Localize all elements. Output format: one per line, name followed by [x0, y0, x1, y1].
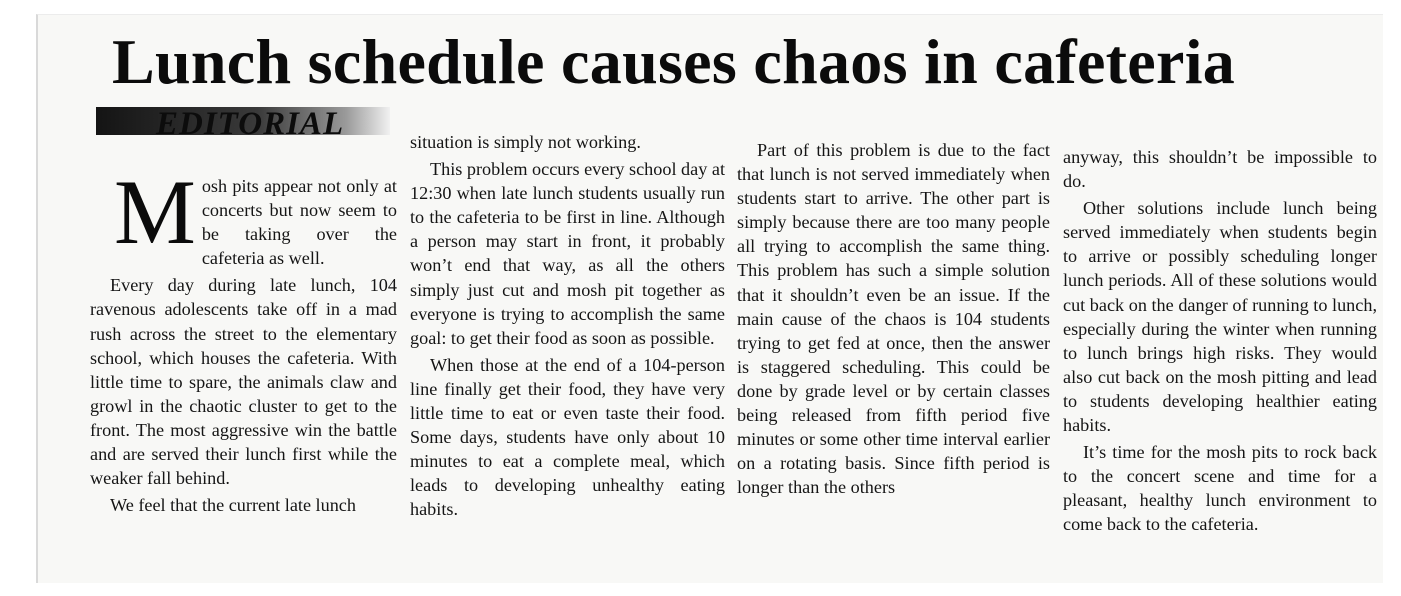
article-column-3 — [737, 138, 1050, 499]
section-kicker: EDITORIAL — [156, 106, 345, 142]
article-column-2 — [410, 130, 725, 522]
paragraph: Part of this problem is due to the fact that lunch is not served immediately when students start to arrive. The other part is simply because there are too many people all trying to accomplish the same thing. This problem has such a simple solution that it shouldn’t even be an issue. If the main cause of the chaos is 104 students trying to get fed at once, then the answer is staggered scheduling. This could be done by grade level or by certain classes being released from fifth period five minutes or some other time interval earlier on a rotating basis. Since fifth period is longer than the others — [737, 140, 1050, 498]
paragraph: situation is simply not working. — [410, 132, 641, 152]
paragraph: anyway, this shouldn’t be impossible to do. — [1063, 147, 1377, 192]
article-column-4 — [1063, 145, 1377, 537]
paragraph: We feel that the current late lunch — [110, 495, 356, 516]
paragraph: Other solutions include lunch being served immediately when students begin to arrive or possibly scheduling longer lunch periods. All of these solutions would cut back on the danger of running to lunch, especially during the winter when running to lunch brings high risks. They would also cut back on the mosh pitting and lead to students developing healthier eating habits. — [1063, 198, 1377, 436]
drop-cap: M — [114, 161, 196, 263]
paragraph: It’s time for the mosh pits to rock back to the concert scene and time for a pleasant, healthy lunch environment to come back to the cafeteria. — [1063, 442, 1377, 535]
paragraph — [90, 161, 397, 270]
paragraph: Every day during late lunch, 104 ravenous adolescents take off in a mad rush across the street to the elementary school, which houses the cafeteria. With little time to spare, the animals claw and growl in the chaotic cluster to get to the front. The most aggressive win the battle and are served their lunch first while the weaker fall behind. — [90, 275, 397, 489]
headline: Lunch schedule causes chaos in cafeteria — [112, 26, 1236, 97]
article-column-1 — [90, 161, 397, 517]
paragraph: This problem occurs every school day at 12:30 when late lunch students usually run to the cafeteria to be first in line. Although a person may start in front, it probably won’t end that way, as all the others simply just cut and mosh pit together as everyone is trying to accomplish the same goal: to get their food as soon as possible. — [410, 159, 725, 348]
paragraph-text: osh pits appear not only at concerts but now seem to be taking over the cafeteria as well. — [201, 176, 397, 269]
paragraph: When those at the end of a 104-person line finally get their food, they have very little time to eat or even taste their food. Some days, students have only about 10 minutes to eat a complete meal, which leads to developing unhealthy eating habits. — [410, 354, 725, 520]
